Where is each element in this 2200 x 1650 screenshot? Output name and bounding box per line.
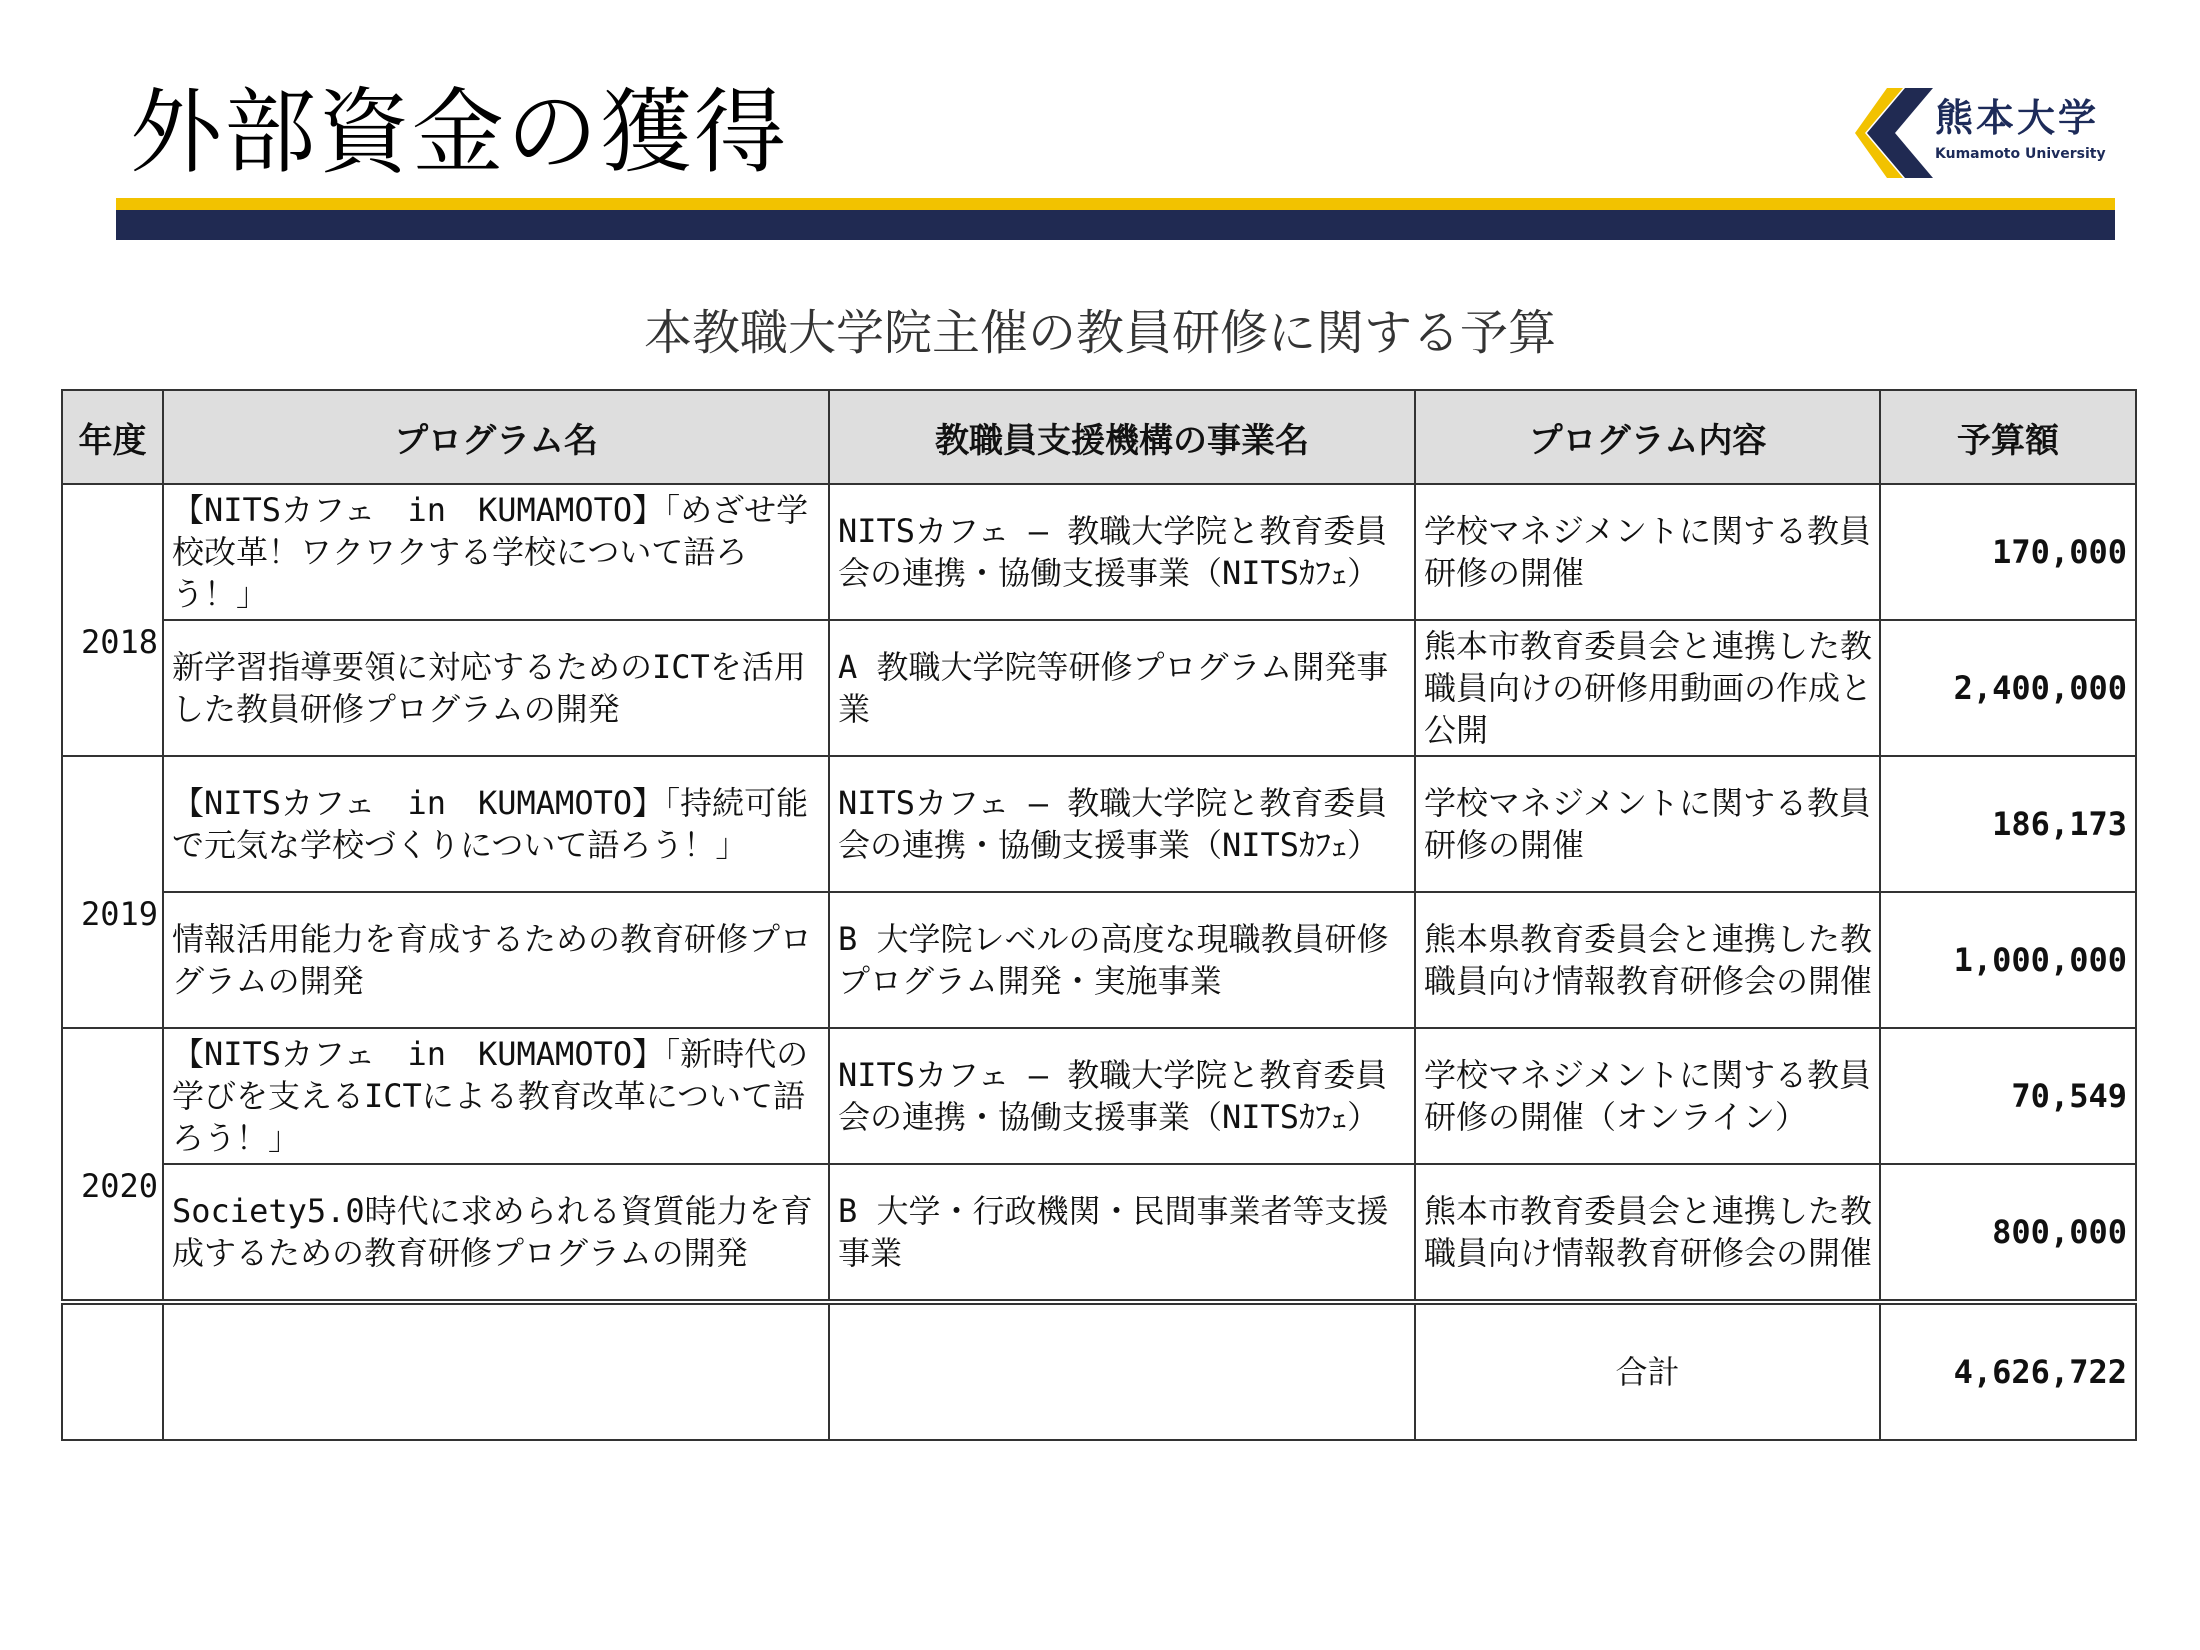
project-cell: NITSカフェ – 教職大学院と教育委員会の連携・協働支援事業（NITSｶﾌｪ） [829, 484, 1415, 620]
total-row [62, 1302, 2136, 1440]
empty-cell [163, 1302, 829, 1440]
program-cell: 情報活用能力を育成するための教育研修プログラムの開発 [163, 892, 829, 1028]
amount-cell: 2,400,000 [1880, 620, 2136, 756]
year-cell: 2019 [62, 756, 163, 1028]
project-cell: A 教職大学院等研修プログラム開発事業 [829, 620, 1415, 756]
amount-cell: 800,000 [1880, 1164, 2136, 1302]
project-cell: NITSカフェ – 教職大学院と教育委員会の連携・協働支援事業（NITSｶﾌｪ） [829, 756, 1415, 892]
project-cell: NITSカフェ – 教職大学院と教育委員会の連携・協働支援事業（NITSｶﾌｪ） [829, 1028, 1415, 1164]
col-header-content: プログラム内容 [1415, 390, 1880, 484]
page-title: 外部資金の獲得 [130, 79, 789, 186]
amount-cell: 1,000,000 [1880, 892, 2136, 1028]
table-row [62, 620, 2136, 756]
total-label: 合計 [1415, 1302, 1880, 1440]
program-cell: Society5.0時代に求められる資質能力を育成するための教育研修プログラムの開発 [163, 1164, 829, 1302]
year-cell: 2018 [62, 484, 163, 756]
program-cell: 新学習指導要領に対応するためのICTを活用した教員研修プログラムの開発 [163, 620, 829, 756]
total-amount: 4,626,722 [1880, 1302, 2136, 1440]
content-cell: 熊本市教育委員会と連携した教職員向けの研修用動画の作成と公開 [1415, 620, 1880, 756]
table-header-row [62, 390, 2136, 484]
logo-name: 熊本大学 [1935, 96, 2100, 140]
year-cell: 2020 [62, 1028, 163, 1302]
university-logo [1855, 88, 2110, 178]
empty-cell [829, 1302, 1415, 1440]
logo-subtitle: Kumamoto University [1935, 146, 2106, 162]
table-caption: 本教職大学院主催の教員研修に関する予算 [643, 305, 1556, 361]
amount-cell: 70,549 [1880, 1028, 2136, 1164]
program-cell: 【NITSカフェ in KUMAMOTO】「めざせ学校改革！ワクワクする学校について語ろう！」 [163, 484, 829, 620]
table-row [62, 1028, 2136, 1164]
content-cell: 学校マネジメントに関する教員研修の開催（オンライン） [1415, 1028, 1880, 1164]
content-cell: 熊本市教育委員会と連携した教職員向け情報教育研修会の開催 [1415, 1164, 1880, 1302]
col-header-program: プログラム名 [163, 390, 829, 484]
program-cell: 【NITSカフェ in KUMAMOTO】「持続可能で元気な学校づくりについて語ろう！」 [163, 756, 829, 892]
col-header-project: 教職員支援機構の事業名 [829, 390, 1415, 484]
col-header-year: 年度 [62, 390, 163, 484]
budget-table [61, 389, 2137, 1441]
amount-cell: 170,000 [1880, 484, 2136, 620]
col-header-amount: 予算額 [1880, 390, 2136, 484]
header-band-yellow [116, 198, 2115, 210]
project-cell: B 大学・行政機関・民間事業者等支援事業 [829, 1164, 1415, 1302]
content-cell: 学校マネジメントに関する教員研修の開催 [1415, 484, 1880, 620]
project-cell: B 大学院レベルの高度な現職教員研修プログラム開発・実施事業 [829, 892, 1415, 1028]
kumamoto-chevron-icon [1855, 88, 1935, 178]
table-row [62, 756, 2136, 892]
program-cell: 【NITSカフェ in KUMAMOTO】「新時代の学びを支えるICTによる教育改革について語ろう！」 [163, 1028, 829, 1164]
content-cell: 学校マネジメントに関する教員研修の開催 [1415, 756, 1880, 892]
empty-cell [62, 1302, 163, 1440]
table-row [62, 1164, 2136, 1302]
table-row [62, 484, 2136, 620]
header-band-navy [116, 210, 2115, 240]
content-cell: 熊本県教育委員会と連携した教職員向け情報教育研修会の開催 [1415, 892, 1880, 1028]
table-row [62, 892, 2136, 1028]
amount-cell: 186,173 [1880, 756, 2136, 892]
